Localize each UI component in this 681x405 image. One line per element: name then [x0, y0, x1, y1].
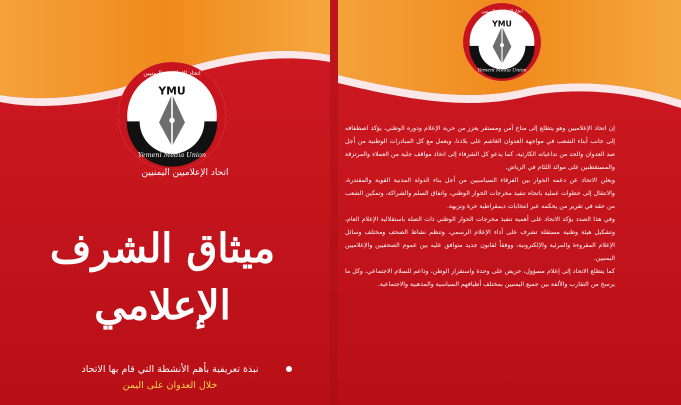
- logo-name-en-small: Yemeni Media Union: [477, 68, 527, 74]
- logo-name-ar-small: اتحاد الإعلاميين اليمنيين: [481, 9, 523, 15]
- pen-nib-emblem-icon: [118, 62, 226, 170]
- subtitle-line-1: نبذة تعريفية بأهم الأنشطة التي قام بها الاتحاد: [81, 364, 259, 375]
- title-line-1: ميثاق الشرف: [49, 225, 276, 272]
- ymu-logo-large: [118, 62, 226, 170]
- union-name: اتحاد الإعلاميين اليمنيين: [141, 168, 229, 178]
- subtitle-line-2: خلال العدوان على اليمن: [122, 380, 218, 391]
- title-line-2: الإعلامي: [94, 282, 231, 329]
- pen-nib-emblem-icon: [463, 3, 541, 81]
- ymu-logo-small: [463, 3, 541, 81]
- logo-abbr-small: YMU: [492, 19, 512, 29]
- body-paragraph: ويعلن الاتحاد عن دعمه الحوار بين الفرقاء السياسيين من أجل بناء الدولة المدنية القوية والمقتدرة، والانتقال إلى خطوات عملية باتجاه تنفيذ مخرجات الحوار الوطني، واتفاق السلم والشراكة، وتمكين الشعب من حقه في تقرير من يحكمه عبر انتخابات ديمقراطية حرة ونزيهة.: [345, 177, 615, 210]
- logo-name-en: Yemeni Media Union: [137, 151, 207, 160]
- logo-name-ar: اتحاد الإعلاميين اليمنيين: [143, 69, 201, 77]
- body-paragraph: وفي هذا الصدد يؤكد الاتحاد على أهمية تنفيذ مخرجات الحوار الوطني ذات الصلة باستقلالية الإعلام العام، وتشكيل هيئة وطنية مستقلة تشرف على أداء الإعلام الرسمي، وتنظم نشاط الصحف ومختلف وسائل الإعلام المقروءة والمرئية والإلكترونية، ووفقاً لقانون جديد متوافق عليه بين عموم الصحفيين والإعلاميين اليمنيين.: [345, 216, 615, 262]
- body-paragraph: إن اتحاد الإعلاميين وهو يتطلع إلى مناخ آمن ومستقر يعزز من حرية الإعلام ودوره الوطني، يؤكد اصطفافه إلى جانب أبناء الشعب في مواجهة العدوان الغاشم على بلادنا، ويعمل مع كل المبادرات الوطنية من أجل صد العدوان والحد من تداعياته الكارثية، كما يدعو كل الشرفاء إلى اتخاذ مواقف جلية من العملاء والمرتزقة والمستقطنين على موائد اللئام في الرياض.: [345, 125, 615, 171]
- charter-body-text: [345, 122, 615, 405]
- subtitle: [40, 362, 300, 394]
- logo-abbr: YMU: [158, 84, 186, 98]
- body-paragraph: كما يتطلع الاتحاد إلى إعلام مسؤول، حريص على وحدة واستقرار الوطن، وداعم للسلام الاجتماعي، وكل ما يرسخ من التقارب والألفة بين جميع اليمنيين بمختلف أطيافهم السياسية والمذهبية والاجتماعية.: [345, 268, 615, 288]
